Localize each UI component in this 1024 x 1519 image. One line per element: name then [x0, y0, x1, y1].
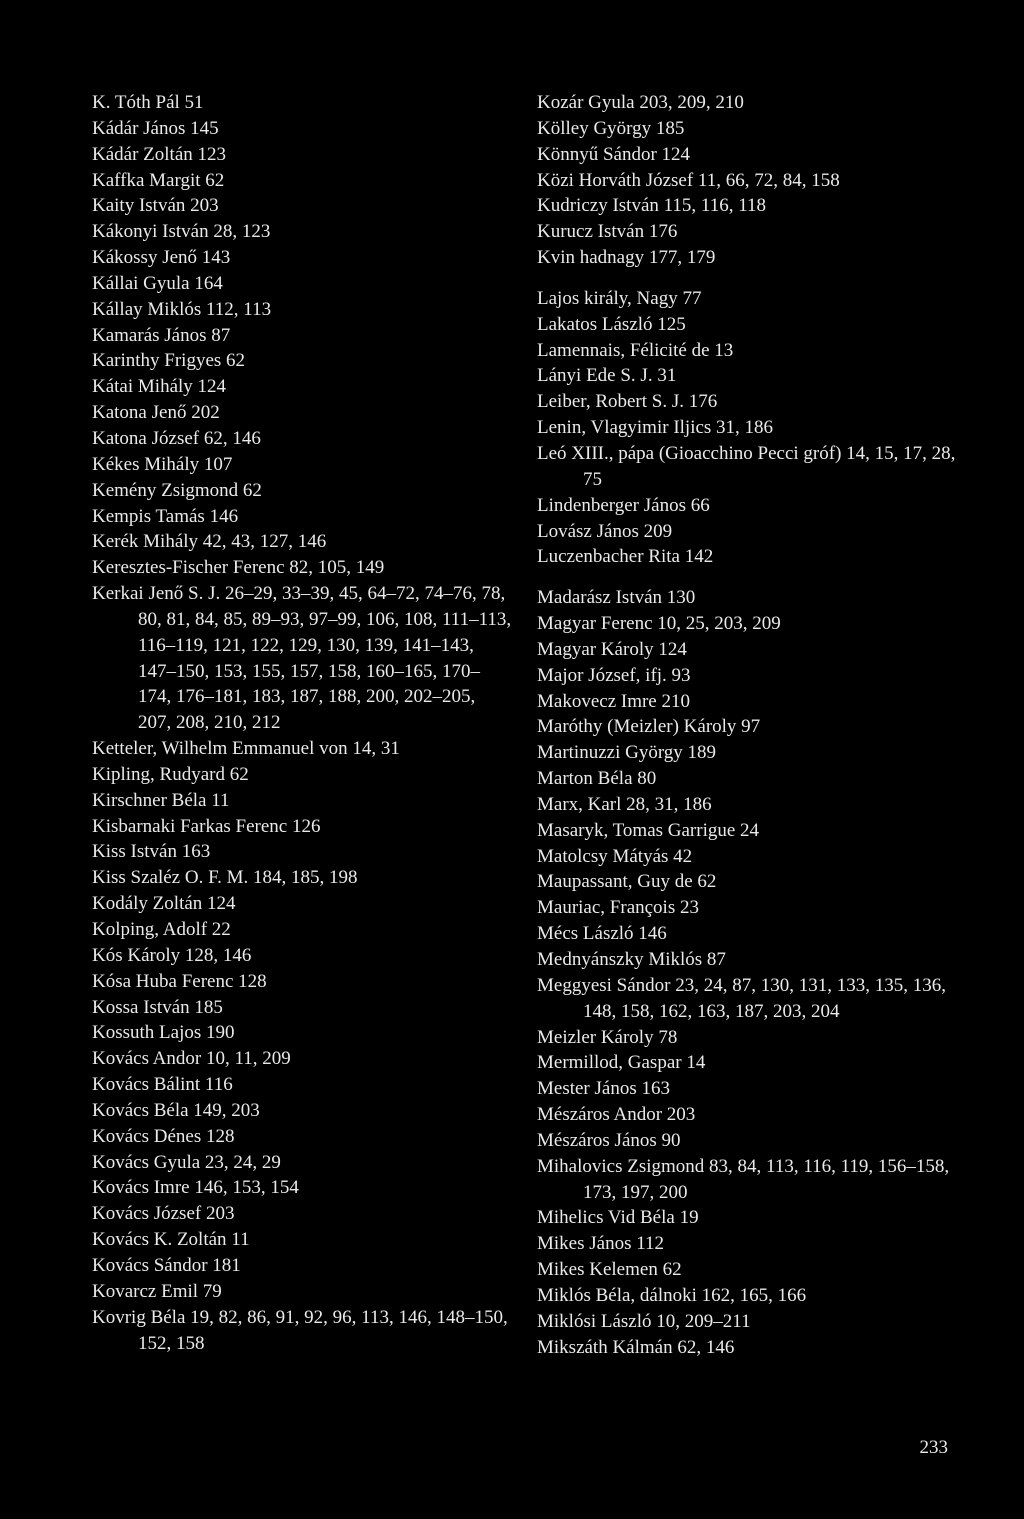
index-entry: Kaffka Margit 62	[92, 169, 225, 191]
index-entry: Kákossy Jenő 143	[92, 247, 231, 269]
index-entry: Mikes Kelemen 62	[537, 1259, 682, 1281]
index-entry: Kovács Andor 10, 11, 209	[92, 1048, 291, 1070]
index-entry: Mészáros Andor 203	[537, 1104, 696, 1126]
index-entry: Miklós Béla, dálnoki 162, 165, 166	[537, 1284, 807, 1306]
index-entry: Kovács Gyula 23, 24, 29	[92, 1151, 281, 1173]
index-entry: Magyar Károly 124	[537, 638, 687, 660]
index-entry: Kurucz István 176	[537, 221, 678, 243]
index-entry: Kozár Gyula 203, 209, 210	[537, 92, 744, 113]
index-entry: Kovács József 203	[92, 1203, 235, 1225]
index-entry: Magyar Ferenc 10, 25, 203, 209	[537, 613, 781, 635]
index-entry: Kvin hadnagy 177, 179	[537, 247, 716, 269]
index-entry: Mihalovics Zsigmond 83, 84, 113, 116, 119, 156–158, 173, 197, 200	[537, 1155, 950, 1203]
index-entry: Kovarcz Emil 79	[92, 1280, 222, 1302]
index-entry: Kossuth Lajos 190	[92, 1022, 235, 1044]
index-entry: Keresztes-Fischer Ferenc 82, 105, 149	[92, 557, 385, 579]
index-entry: Matolcsy Mátyás 42	[537, 845, 693, 867]
page-number: 233	[919, 1437, 948, 1458]
index-entry: Karinthy Frigyes 62	[92, 350, 246, 372]
index-entry: Kovrig Béla 19, 82, 86, 91, 92, 96, 113, 146, 148–150, 152, 158	[92, 1306, 508, 1354]
index-entry: Kirschner Béla 11	[92, 789, 230, 811]
index-entry: Kovács Dénes 128	[92, 1125, 235, 1147]
index-entry: Masaryk, Tomas Garrigue 24	[537, 819, 760, 841]
index-entry: Kósa Huba Ferenc 128	[92, 970, 267, 992]
index-entry: Madarász István 130	[537, 587, 696, 609]
index-entry: Kátai Mihály 124	[92, 376, 227, 398]
index-entry: Mester János 163	[537, 1078, 670, 1100]
index-entry: Mészáros János 90	[537, 1129, 681, 1151]
index-entry: Mermillod, Gaspar 14	[537, 1052, 706, 1074]
index-entry: Leó XIII., pápa (Gioacchino Pecci gróf) 14, 15, 17, 28, 75	[537, 442, 956, 490]
index-entry: Meizler Károly 78	[537, 1026, 678, 1048]
index-column-right	[537, 90, 967, 1361]
index-entry: Martinuzzi György 189	[537, 742, 717, 764]
index-entry: Katona Jenő 202	[92, 402, 220, 424]
index-entry: Luczenbacher Rita 142	[537, 546, 714, 568]
index-entry: Kudriczy István 115, 116, 118	[537, 195, 767, 217]
index-entry: Kovács Bálint 116	[92, 1074, 233, 1096]
index-entry: Kállay Miklós 112, 113	[92, 298, 272, 320]
index-entry: Kamarás János 87	[92, 324, 231, 346]
index-entry: Kaity István 203	[92, 195, 219, 217]
index-entry: Major József, ifj. 93	[537, 664, 691, 686]
index-entry: Mauriac, François 23	[537, 897, 699, 919]
index-entry: Ketteler, Wilhelm Emmanuel von 14, 31	[92, 738, 400, 760]
index-entry: Maupassant, Guy de 62	[537, 871, 717, 893]
index-column-left	[92, 90, 512, 1356]
index-entry: Kipling, Rudyard 62	[92, 763, 249, 785]
index-entry: Maróthy (Meizler) Károly 97	[537, 716, 761, 738]
index-entry: Kádár Zoltán 123	[92, 143, 227, 165]
index-entry: Kovács K. Zoltán 11	[92, 1229, 250, 1251]
index-entry: Könnyű Sándor 124	[537, 143, 691, 165]
index-entry: Lamennais, Félicité de 13	[537, 339, 734, 361]
index-entry: Lindenberger János 66	[537, 494, 710, 516]
index-entry: Makovecz Imre 210	[537, 690, 690, 712]
index-entry: Közi Horváth József 11, 66, 72, 84, 158	[537, 169, 840, 191]
index-entry: Kékes Mihály 107	[92, 453, 233, 475]
index-entry: Kossa István 185	[92, 996, 223, 1018]
index-entry: Mihelics Vid Béla 19	[537, 1207, 699, 1229]
index-entry: K. Tóth Pál 51	[92, 92, 204, 113]
index-entry: Lakatos László 125	[537, 313, 686, 335]
index-entry: Mednyánszky Miklós 87	[537, 949, 726, 970]
index-entry: Kós Károly 128, 146	[92, 944, 252, 966]
index-entry: Kölley György 185	[537, 117, 685, 139]
index-entry: Kiss István 163	[92, 841, 211, 863]
index-entry: Leiber, Robert S. J. 176	[537, 391, 718, 413]
index-entry: Miklósi László 10, 209–211	[537, 1310, 751, 1332]
index-entry: Kisbarnaki Farkas Ferenc 126	[92, 815, 321, 837]
index-entry: Marx, Karl 28, 31, 186	[537, 793, 712, 815]
index-entry: Kádár János 145	[92, 117, 219, 139]
index-entry: Mikszáth Kálmán 62, 146	[537, 1336, 735, 1358]
index-entry: Lenin, Vlagyimir Iljics 31, 186	[537, 417, 774, 439]
index-entry: Kállai Gyula 164	[92, 272, 223, 294]
index-entry: Kovács Imre 146, 153, 154	[92, 1177, 299, 1199]
index-entry: Kákonyi István 28, 123	[92, 221, 271, 243]
index-entry: Meggyesi Sándor 23, 24, 87, 130, 131, 133, 135, 136, 148, 158, 162, 163, 187, 203, 204	[537, 974, 947, 1022]
index-entry: Kempis Tamás 146	[92, 505, 239, 527]
index-entry: Lányi Ede S. J. 31	[537, 365, 677, 387]
index-entry: Kiss Szaléz O. F. M. 184, 185, 198	[92, 867, 358, 889]
index-entry: Mikes János 112	[537, 1233, 665, 1255]
index-entry: Kovács Béla 149, 203	[92, 1099, 260, 1121]
index-entry: Lajos király, Nagy 77	[537, 287, 702, 309]
index-entry: Kerék Mihály 42, 43, 127, 146	[92, 531, 327, 553]
index-entry: Kodály Zoltán 124	[92, 893, 236, 915]
index-entry: Katona József 62, 146	[92, 427, 261, 449]
index-entry: Mécs László 146	[537, 923, 667, 945]
index-entry: Kerkai Jenő S. J. 26–29, 33–39, 45, 64–72, 74–76, 78, 80, 81, 84, 85, 89–93, 97–99, 106, 108, 111–113, 116–119, 121, 122, 129, 130, 139, 141–143, 147–150, 153, 155, 157, 158, 160–165, 170–174, 176–181, 183, 187, 188, 200, 202–205, 207, 208, 210, 212	[92, 583, 512, 734]
index-entry: Kolping, Adolf 22	[92, 919, 231, 940]
index-entry: Kemény Zsigmond 62	[92, 479, 262, 501]
index-entry: Kovács Sándor 181	[92, 1254, 241, 1276]
index-entry: Lovász János 209	[537, 520, 673, 542]
index-entry: Marton Béla 80	[537, 768, 657, 790]
